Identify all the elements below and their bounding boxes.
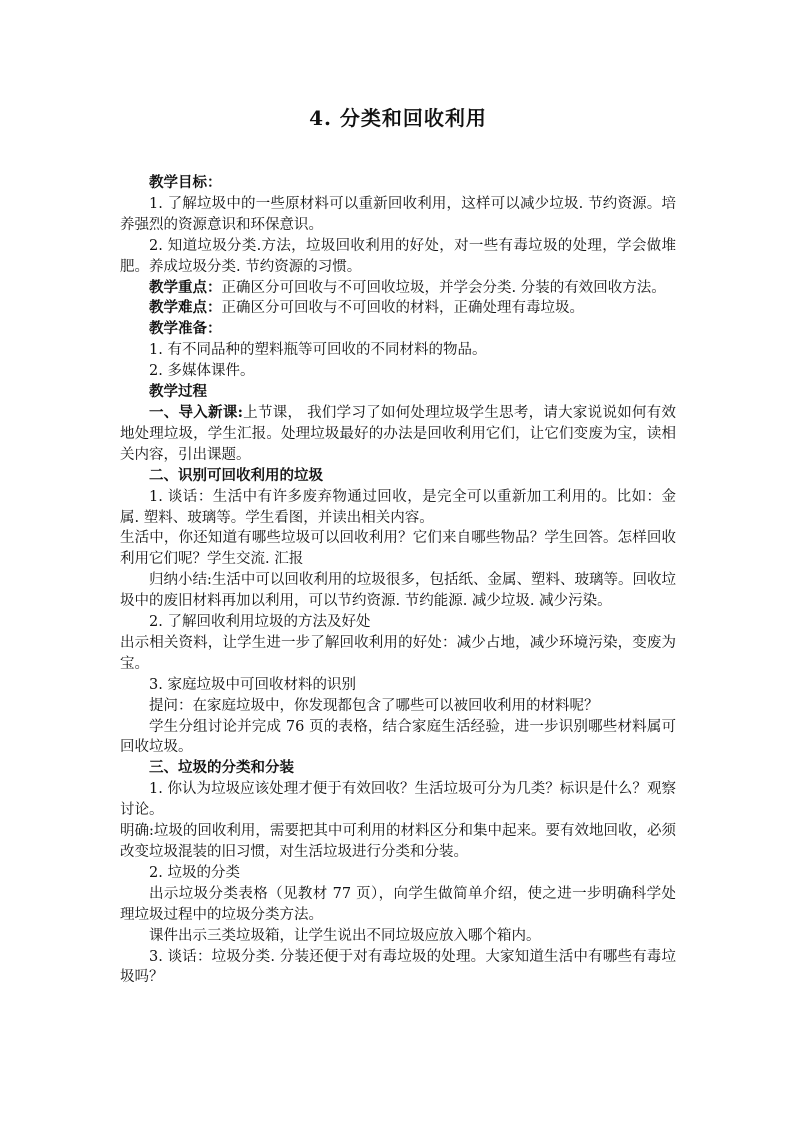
difficulty-paragraph <box>120 298 676 319</box>
section-2-subheading-2: 2. 了解回收利用垃圾的方法及好处 <box>149 614 371 631</box>
section-2-summary: 归纳小结:生活中可以回收利用的垃圾很多，包括纸、金属、塑料、玻璃等。回收垃圾中的废旧材料再加以利用，可以节约资源. 节约能源. 减少垃圾. 减少污染。 <box>120 572 676 610</box>
section-3-paragraph-4: 出示垃圾分类表格（见教材 77 页），向学生做简单介绍，使之进一步明确科学处理垃圾过程中的垃圾分类方法。 <box>120 885 676 923</box>
process-heading: 教学过程 <box>149 383 207 401</box>
section-2-paragraph-1: 1. 谈话：生活中有许多废弃物通过回收，是完全可以重新加工利用的。比如：金属. 塑料、玻璃等。学生看图，并读出相关内容。 <box>120 488 676 526</box>
section-2-heading: 二、识别可回收利用的垃圾 <box>149 466 323 484</box>
key-point-text: 正确区分可回收与不可回收垃圾，并学会分类. 分装的有效回收方法。 <box>221 279 666 296</box>
section-2-subheading-3: 3. 家庭垃圾中可回收材料的识别 <box>149 676 356 693</box>
key-point-paragraph <box>120 278 676 299</box>
section-2-paragraph-2: 生活中，你还知道有哪些垃圾可以回收利用？它们来自哪些物品？学生回答。怎样回收利用它们呢？学生交流. 汇报 <box>120 530 676 568</box>
section-2-paragraph-8: 学生分组讨论并完成 76 页的表格，结合家庭生活经验，进一步识别哪些材料属可回收垃圾。 <box>120 718 676 756</box>
section-2-question: 提问：在家庭垃圾中，你发现都包含了哪些可以被回收利用的材料呢？ <box>149 697 599 714</box>
section-1-paragraph <box>120 403 676 466</box>
prep-heading: 教学准备： <box>149 320 222 338</box>
key-point-heading: 教学重点： <box>149 278 222 296</box>
section-3-paragraph-2: 明确:垃圾的回收利用，需要把其中可利用的材料区分和集中起来。要有效地回收，必须改变垃圾混装的旧习惯，对生活垃圾进行分类和分装。 <box>120 823 676 860</box>
section-1-heading: 一、导入新课: <box>149 403 243 421</box>
section-3-paragraph-1: 1. 你认为垃圾应该处理才便于有效回收？生活垃圾可分为几类？标识是什么？观察讨论。 <box>120 781 676 819</box>
goal-heading: 教学目标： <box>149 174 222 191</box>
prep-item-1: 1. 有不同品种的塑料瓶等可回收的不同材料的物品。 <box>149 342 487 359</box>
prep-item-2: 2. 多媒体课件。 <box>149 363 255 380</box>
section-2-paragraph-5: 出示相关资料，让学生进一步了解回收利用的好处：减少占地，减少环境污染，变废为宝。 <box>120 634 676 672</box>
goal-item-2: 2. 知道垃圾分类.方法，垃圾回收利用的好处，对一些有毒垃圾的处理，学会做堆肥。养成垃圾分类. 节约资源的习惯。 <box>120 237 676 275</box>
section-3-paragraph-5: 课件出示三类垃圾箱，让学生说出不同垃圾应放入哪个箱内。 <box>149 927 541 944</box>
section-3-paragraph-6: 3. 谈话：垃圾分类. 分装还便于对有毒垃圾的处理。大家知道生活中有哪些有毒垃圾吗？ <box>120 948 676 986</box>
section-1-text: 上节课， 我们学习了如何处理垃圾学生思考，请大家说说如何有效地处理垃圾，学生汇报。处理垃圾最好的办法是回收利用它们，让它们变废为宝，读相关内容，引出课题。 <box>120 404 677 463</box>
difficulty-text: 正确区分可回收与不可回收的材料，正确处理有毒垃圾。 <box>221 300 584 317</box>
document-page <box>120 102 676 988</box>
document-title: 4. 分类和回收利用 <box>309 106 487 130</box>
section-3-subheading-2: 2. 垃圾的分类 <box>149 864 240 881</box>
section-3-heading: 三、垃圾的分类和分装 <box>149 759 294 777</box>
difficulty-heading: 教学难点： <box>149 299 222 317</box>
goal-item-1: 1. 了解垃圾中的一些原材料可以重新回收利用，这样可以减少垃圾. 节约资源。培养强烈的资源意识和环保意识。 <box>120 195 676 233</box>
